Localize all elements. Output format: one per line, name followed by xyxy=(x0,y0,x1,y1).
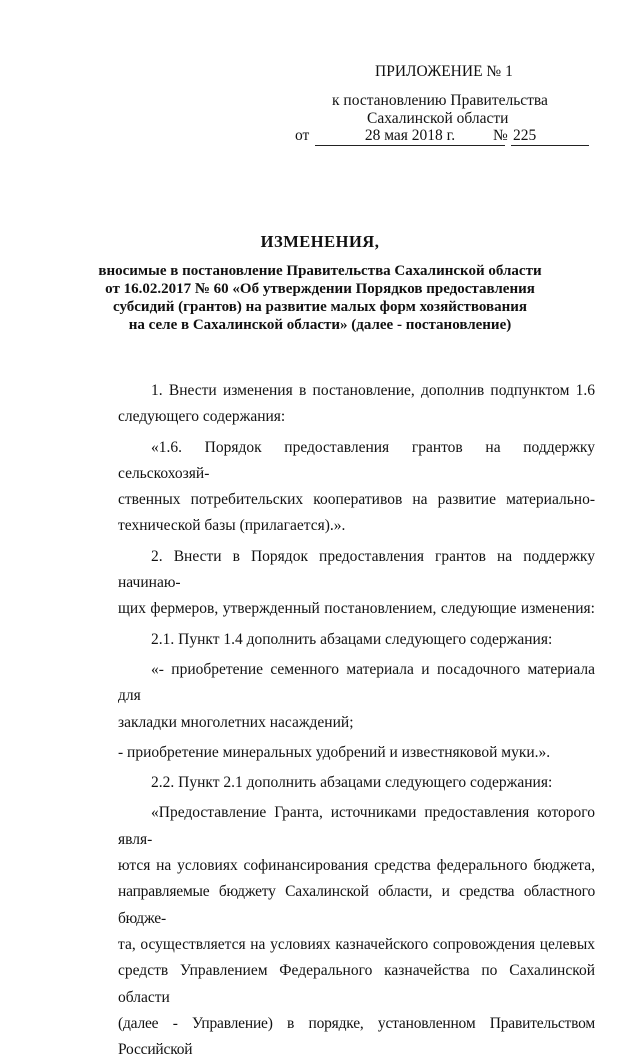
paragraph-1-line-2: следующего содержания: xyxy=(118,408,286,426)
appendix-block xyxy=(0,0,640,160)
appendix-line-1: к постановлению Правительства xyxy=(332,92,548,109)
paragraph-4: 2.1. Пункт 1.4 дополнить абзацами следующего содержания: xyxy=(151,630,553,648)
paragraph-8-line-1: «Предоставление Гранта, источниками предоставления которого явля- xyxy=(118,804,595,848)
subheading-line: субсидий (грантов) на развитие малых форм хозяйствования xyxy=(113,299,527,315)
paragraph-8-line-4: та, осуществляется на условиях казначейского сопровождения целевых xyxy=(118,935,595,953)
paragraph-6: - приобретение минеральных удобрений и известняковой муки.». xyxy=(118,743,551,761)
date-field: 28 мая 2018 г. xyxy=(315,127,505,146)
paragraph-3-line-2: щих фермеров, утвержденный постановлением, следующие изменения: xyxy=(118,600,595,618)
paragraph-8-line-2: ются на условиях софинансирования средства федерального бюджета, xyxy=(118,857,595,875)
paragraph-5-line-2: закладки многолетних насаждений; xyxy=(118,713,354,731)
subheading-line: вносимые в постановление Правительства Сахалинской области xyxy=(98,263,542,279)
paragraph-2-line-2: ственных потребительских кооперативов на развитие материально- xyxy=(118,491,595,509)
paragraph-8-line-3: направляемые бюджету Сахалинской области, и средства областного бюдже- xyxy=(118,883,595,927)
paragraph-8-line-5: средств Управлением Федерального казначейства по Сахалинской области xyxy=(118,962,595,1006)
date-prefix: от xyxy=(295,127,310,144)
document-body xyxy=(118,378,595,1063)
paragraph-8-line-6: (далее - Управление) в порядке, установленном Правительством Российской xyxy=(118,1014,595,1059)
paragraph-1-line-1: 1. Внести изменения в постановление, дополнив подпунктом 1.6 xyxy=(151,382,595,399)
paragraph-2-line-1: «1.6. Порядок предоставления грантов на поддержку сельскохозяй- xyxy=(118,438,595,482)
paragraph-2-line-3: технической базы (прилагается).». xyxy=(118,517,346,535)
appendix-line-2: Сахалинской области xyxy=(367,110,509,127)
number-prefix: № xyxy=(493,127,508,144)
paragraph-5-line-1: «- приобретение семенного материала и посадочного материала для xyxy=(118,660,595,705)
subheading-line: от 16.02.2017 № 60 «Об утверждении Порядков предоставления xyxy=(105,281,535,297)
subheading-line: на селе в Сахалинской области» (далее - постановление) xyxy=(128,317,512,333)
appendix-title: ПРИЛОЖЕНИЕ № 1 xyxy=(375,63,513,80)
paragraph-7: 2.2. Пункт 2.1 дополнить абзацами следующего содержания: xyxy=(151,774,553,792)
document-heading: ИЗМЕНЕНИЯ, xyxy=(260,232,380,251)
number-field: 225 xyxy=(511,127,589,146)
paragraph-3-line-1: 2. Внести в Порядок предоставления грантов на поддержку начинаю- xyxy=(118,547,595,592)
document-subheading xyxy=(0,262,640,334)
